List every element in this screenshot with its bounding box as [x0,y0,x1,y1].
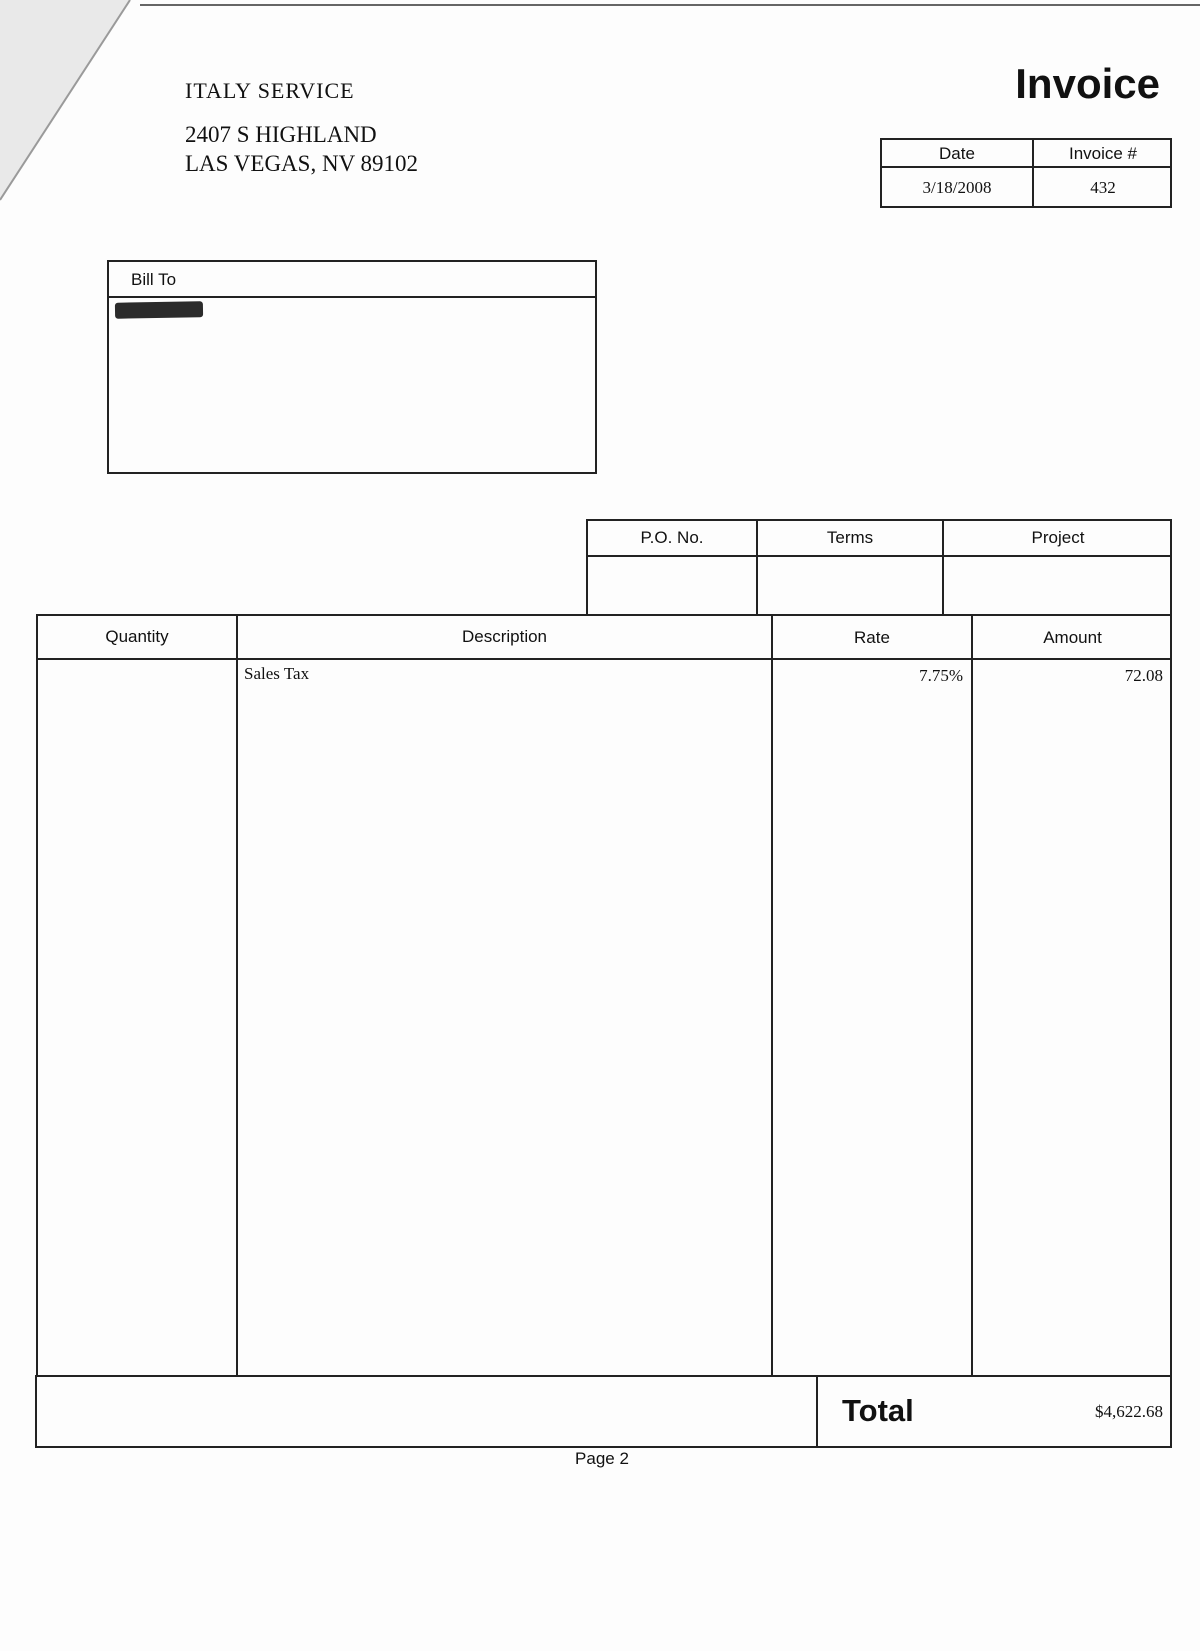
bill-to-box [107,260,597,474]
invoice-number-label: Invoice # [1068,144,1138,163]
column-header-quantity: Quantity [105,627,169,646]
order-info-table [586,519,1172,616]
document-title: Invoice [1015,60,1160,107]
total-label: Total [842,1393,914,1428]
bill-to-label: Bill To [131,270,177,289]
line-items-table [36,614,1172,1377]
column-header-rate: Rate [854,628,890,647]
company-address-line2: LAS VEGAS, NV 89102 [185,151,419,176]
column-header-description: Description [461,627,548,646]
date-value: 3/18/2008 [922,178,992,197]
page-number: Page 2 [575,1449,629,1468]
po-number-label: P.O. No. [640,528,704,547]
date-invoice-table [880,138,1172,208]
redacted-customer-name [115,301,203,319]
total-value: $4,622.68 [1095,1402,1163,1421]
date-label: Date [939,144,975,163]
top-edge-line [140,4,1200,6]
terms-label: Terms [826,528,874,547]
company-address-line1: 2407 S HIGHLAND [185,122,377,147]
company-name: ITALY SERVICE [185,78,355,103]
item-description: Sales Tax [244,664,310,683]
item-amount: 72.08 [1124,666,1163,685]
item-rate: 7.75% [919,666,963,685]
project-label: Project [1031,528,1085,547]
column-header-amount: Amount [1043,628,1102,647]
folded-corner-shadow [0,0,140,210]
total-row [35,1375,1172,1448]
invoice-number-value: 432 [1090,178,1116,197]
